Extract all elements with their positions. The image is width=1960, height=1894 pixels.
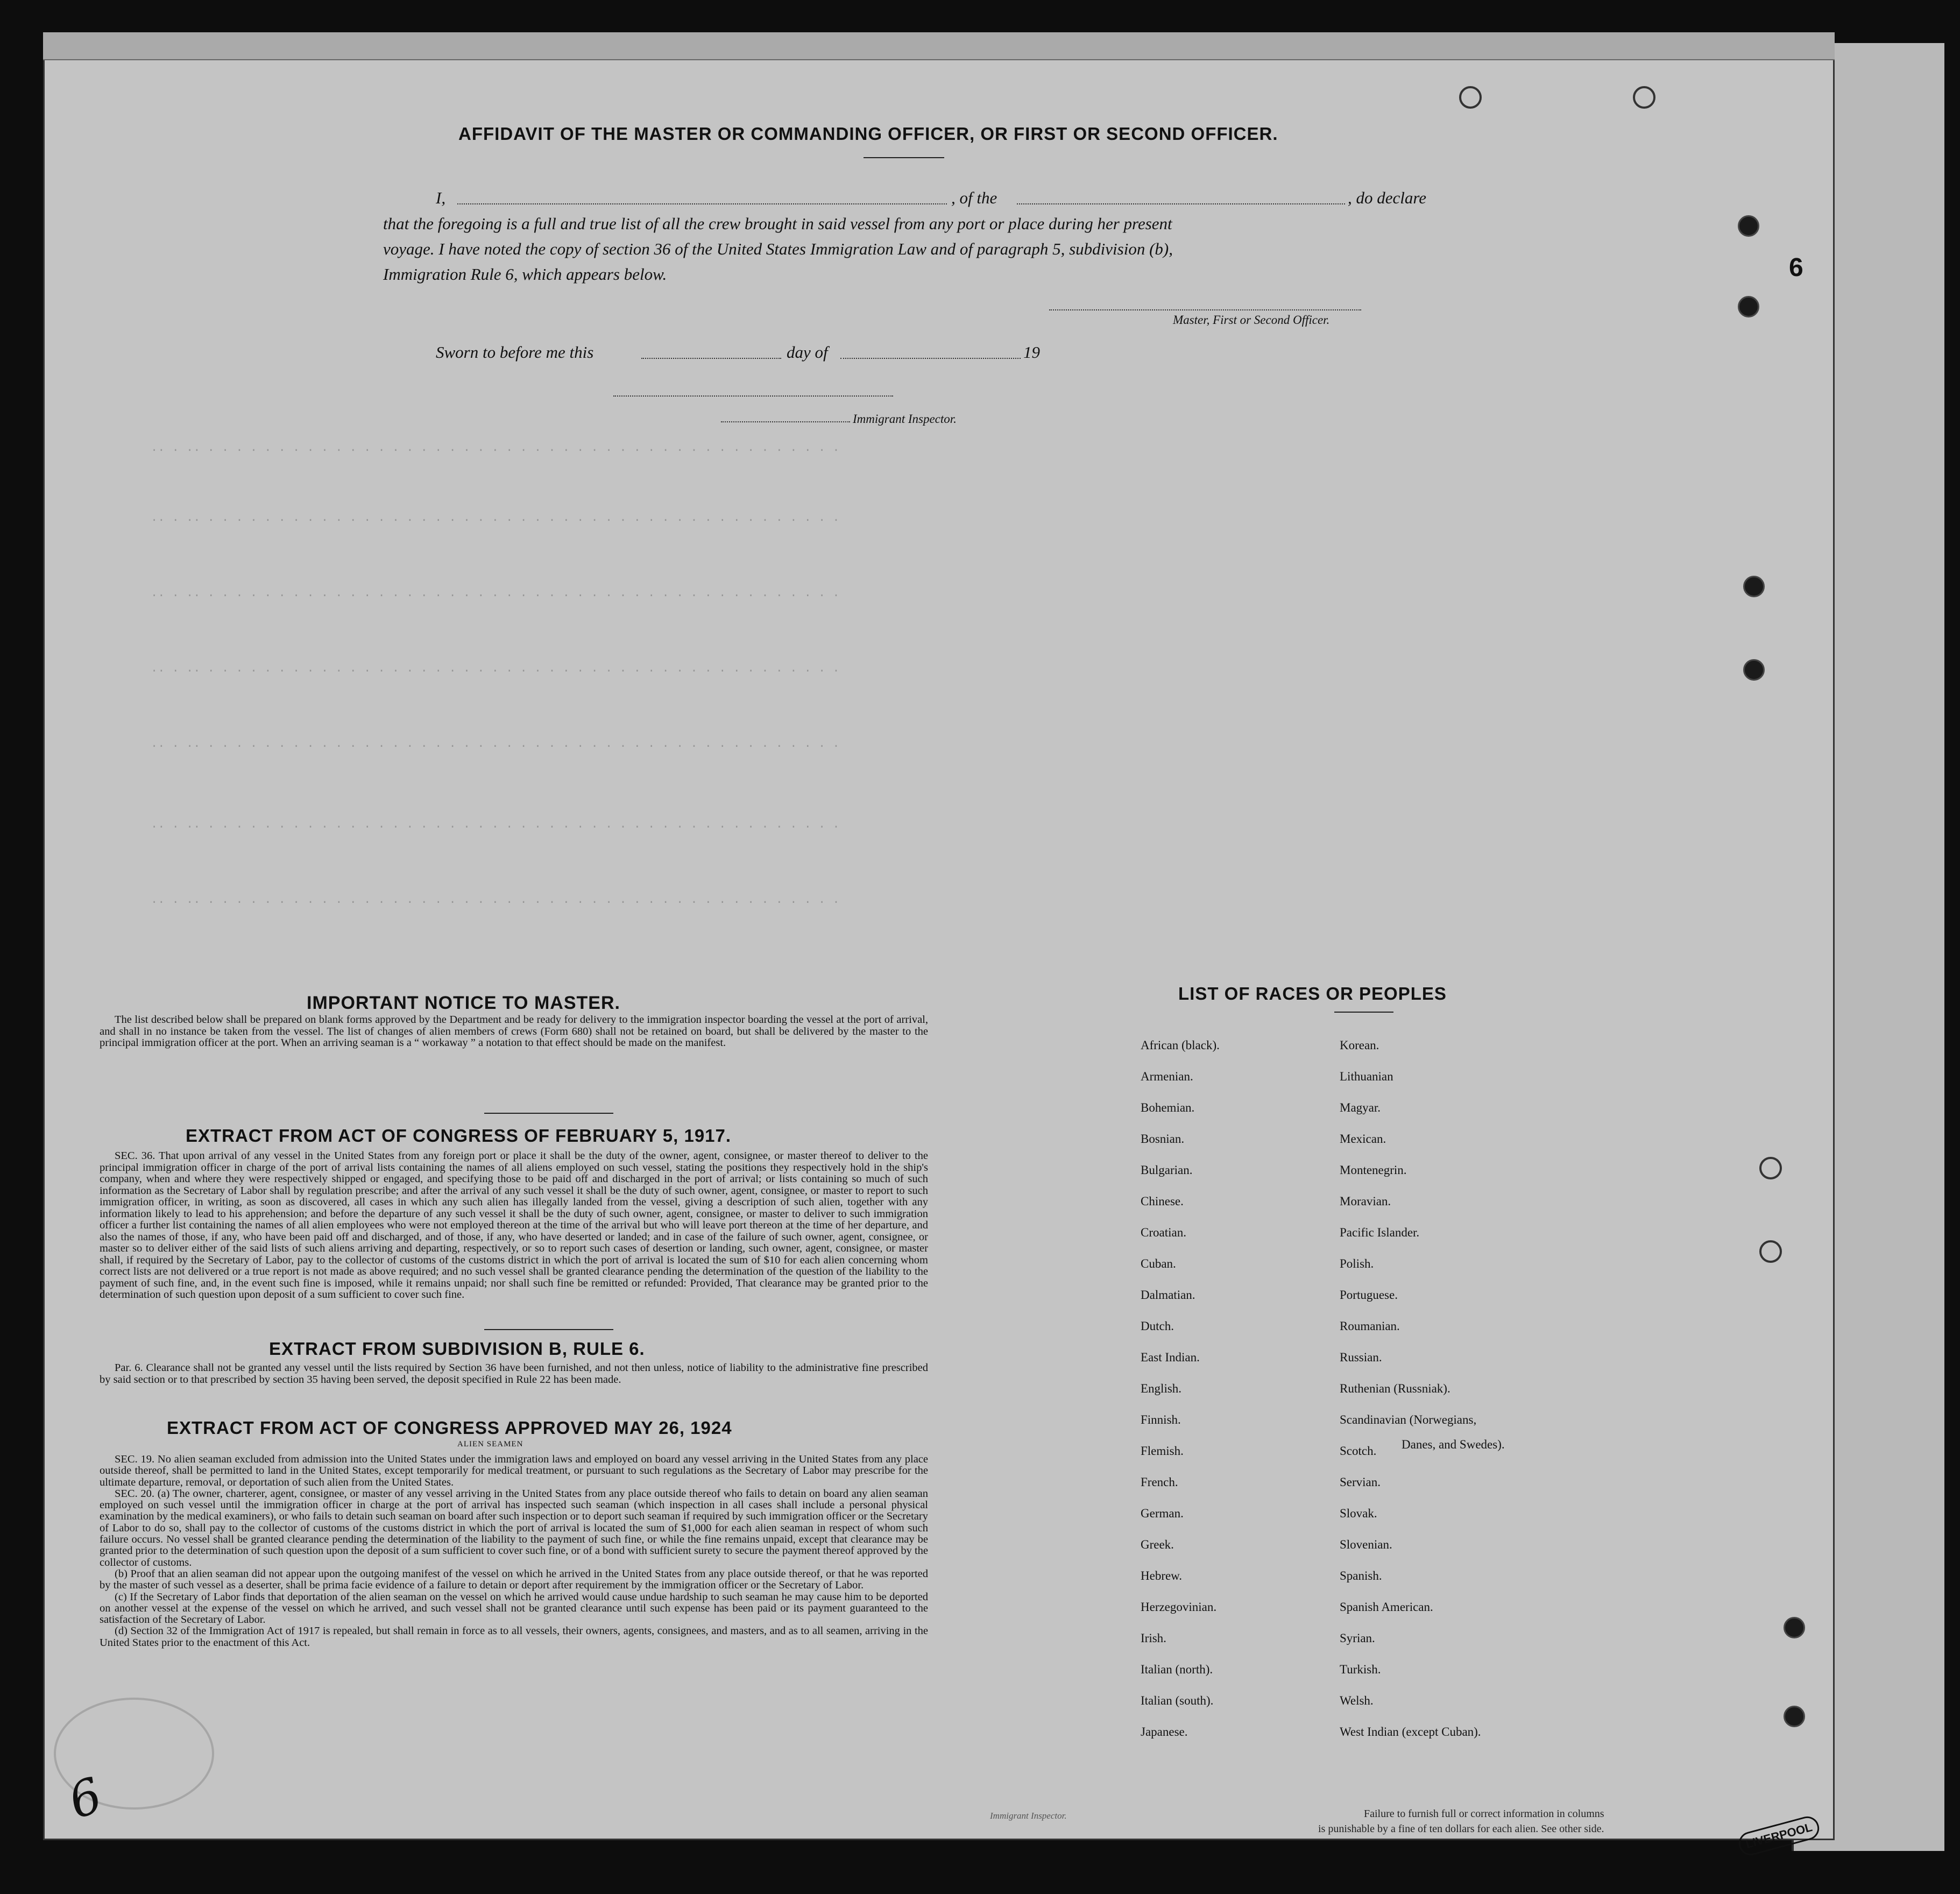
notice-divider — [484, 1113, 613, 1114]
bleed-through-marks: .. . .. . . . . . . . . . . . . . . . . . . . . . . . . . . . . . . . . . . . . . . . . . . . . . — [151, 586, 840, 600]
race-item: Bulgarian. — [1141, 1163, 1193, 1177]
extract-1917-title: EXTRACT FROM ACT OF CONGRESS OF FEBRUARY 5, 1917. — [186, 1126, 732, 1146]
race-scandinavian-continued: Danes, and Swedes). — [1402, 1438, 1505, 1451]
affidavit-declare: , do declare — [1348, 188, 1427, 207]
race-item: Syrian. — [1340, 1631, 1375, 1645]
punch-hole-icon — [1738, 215, 1759, 237]
sec20c-paragraph: (c) If the Secretary of Labor finds that deportation of the alien seaman on the vessel on which he arrived would cause undue hardship to such seaman he may cause him to be deported on another vessel at the expense of the vessel on which he arrived, and such vessel shall not be granted clearance until such expense has been paid or its payment guaranteed to the satisfaction of the Secretary of Labor. — [100, 1591, 928, 1626]
bottom-inspector-caption: Immigrant Inspector. — [990, 1811, 1067, 1821]
race-item: Slovak. — [1340, 1507, 1377, 1520]
bleed-through-marks: .. . .. . . . . . . . . . . . . . . . . . . . . . . . . . . . . . . . . . . . . . . . . . . . . . — [151, 893, 840, 907]
race-item: Pacific Islander. — [1340, 1226, 1420, 1239]
affidavit-vessel-line — [1017, 203, 1345, 204]
sec20a-paragraph: SEC. 20. (a) The owner, charterer, agent, consignee, or master of any vessel arriving in the United States from any place outside thereof who fails to detain on board any alien seaman employed on such vessel until the immigration officer in charge at the port of arrival has inspected such seaman (which inspection in all cases shall include a personal physical examination by the medical examiners), or who fails to detain such seaman on board after such inspection or to deport such seaman if required by such immigration officer or the Secretary of Labor to do so, shall pay to the collector of customs of the customs district in which the port of arrival is located the sum of $1,000 for each alien seaman in respect of whom such failure occurs. No vessel shall be granted clearance pending the determination of the liability to the payment of such fine, or while the fine remains unpaid, except that clearance may be granted prior to the determination of such question upon the deposit of a sum sufficient to cover such fine, or of a bond with sufficient surety to secure the payment thereof approved by the collector of customs. — [100, 1487, 928, 1568]
extract-1924-title: EXTRACT FROM ACT OF CONGRESS APPROVED MAY 26, 1924 — [167, 1418, 732, 1438]
affidavit-line-2: that the foregoing is a full and true list of all the crew brought in said vessel from any port or place during her present — [383, 214, 1172, 233]
extract-rule6-title: EXTRACT FROM SUBDIVISION B, RULE 6. — [269, 1339, 645, 1359]
race-item: Slovenian. — [1340, 1538, 1392, 1551]
race-item: Turkish. — [1340, 1663, 1381, 1676]
race-item: Ruthenian (Russniak). — [1340, 1382, 1450, 1395]
sworn-year: 19 — [1023, 343, 1040, 362]
bleed-through-marks: .. . .. . . . . . . . . . . . . . . . . . . . . . . . . . . . . . . . . . . . . . . . . . . . . . — [151, 511, 840, 525]
races-title-rule — [1334, 1012, 1393, 1013]
race-item: Scandinavian (Norwegians, — [1340, 1413, 1477, 1426]
notice-text — [100, 1014, 928, 1049]
affidavit-of-the: , of the — [951, 188, 997, 207]
race-item: Dutch. — [1141, 1319, 1174, 1333]
master-caption: Master, First or Second Officer. — [1173, 313, 1330, 327]
sec20b-paragraph: (b) Proof that an alien seaman did not appear upon the outgoing manifest of the vessel on which he arrived in the United States from any place outside thereof, or that he was reported by the master of such vessel as a deserter, shall be prima facie evidence of a failure to detain or deport after requirement by the immigration officer or the Secretary of Labor. — [100, 1567, 928, 1592]
bleed-through-marks: .. . .. . . . . . . . . . . . . . . . . . . . . . . . . . . . . . . . . . . . . . . . . . . . . . — [151, 662, 840, 675]
rule6-paragraph: Par. 6. Clearance shall not be granted any vessel until the lists required by Section 36 have been furnished, and not then unless, notice of liability to the administrative fine prescribed by said section or to that prescribed by section 35 having been served, the deposit specified in Rule 22 has been made. — [100, 1362, 928, 1386]
punch-hole-icon — [1633, 86, 1655, 109]
punch-hole-icon — [1459, 86, 1482, 109]
extract-1917-text — [100, 1150, 928, 1301]
race-item: Polish. — [1340, 1257, 1374, 1270]
punch-hole-icon — [1743, 576, 1765, 597]
race-item: Servian. — [1340, 1475, 1381, 1489]
race-item: Bosnian. — [1141, 1132, 1185, 1146]
inspector-caption: Immigrant Inspector. — [853, 412, 957, 426]
notice-paragraph: The list described below shall be prepared on blank forms approved by the Department and be ready for delivery to the immigration inspector boarding the vessel at the port of arrival, and shall in no instance be taken from the vessel. The list of changes of alien members of crews (Form 680) shall not be retained on board, but shall be delivered by the master to the principal immigration officer at the port. When an arriving seaman is a “ workaway ” a notation to that effect should be made on the manifest. — [100, 1014, 928, 1049]
race-item: Greek. — [1141, 1538, 1174, 1551]
race-item: African (black). — [1141, 1038, 1220, 1052]
inspector-signature-line — [613, 395, 893, 397]
race-item: English. — [1141, 1382, 1182, 1395]
handwritten-page-mark: 6 — [61, 1766, 110, 1831]
race-item: Cuban. — [1141, 1257, 1176, 1270]
race-item: Spanish. — [1340, 1569, 1382, 1582]
sworn-month-line — [840, 358, 1021, 359]
race-item: Montenegrin. — [1340, 1163, 1407, 1177]
sec20d-paragraph: (d) Section 32 of the Immigration Act of 1917 is repealed, but shall remain in force as to all vessels, their owners, agents, consignees, and masters, and as to all seamen, arriving in the United States prior to the enactment of this Act. — [100, 1625, 928, 1649]
extract-rule6-text — [100, 1362, 928, 1386]
extract-1924-subtitle: ALIEN SEAMEN — [457, 1440, 523, 1448]
underlying-page-number: 6 — [1789, 253, 1803, 282]
race-item: Roumanian. — [1340, 1319, 1400, 1333]
inspector-signature-line-2 — [721, 421, 850, 422]
race-item: Italian (north). — [1141, 1663, 1213, 1676]
bottom-note-2: is punishable by a fine of ten dollars for each alien. See other side. — [1318, 1823, 1604, 1835]
top-binding-strip — [43, 32, 1835, 60]
master-signature-line — [1049, 309, 1361, 310]
extract-1917-divider — [484, 1329, 613, 1330]
race-item: Dalmatian. — [1141, 1288, 1195, 1302]
bleed-through-marks: .. . .. . . . . . . . . . . . . . . . . . . . . . . . . . . . . . . . . . . . . . . . . . . . . . — [151, 441, 840, 455]
race-item: Herzegovinian. — [1141, 1600, 1217, 1614]
affidavit-title-rule — [864, 157, 944, 158]
race-item: Finnish. — [1141, 1413, 1181, 1426]
section-36-paragraph: SEC. 36. That upon arrival of any vessel in the United States from any foreign port or place it shall be the duty of the owner, agent, consignee, or master thereof to deliver to the principal immigration officer in charge of the port of arrival lists containing the names of all aliens employed on such vessel, stating the positions they respectively hold in the ship's company, when and where they were respectively shipped or engaged, and specifying those to be paid off and discharged in the port of arrival; or lists containing so much of such information as the Secretary of Labor shall by regulation prescribe; and after the arrival of any such vessel it shall be the duty of such owner, agent, consignee, or master to report to such immigration officer, in writing, as soon as discovered, all cases in which any such alien has illegally landed from the vessel, giving a description of such alien, together with any information likely to lead to his apprehension; and before the departure of any such vessel it shall be the duty of such owner, agent, consignee, or master to deliver to such immigration officer a further list containing the names of all alien employees who were not employed thereon at the time of the arrival but who will leave port thereon at the time of her departure, and also the names of those, if any, who have been paid off and discharged, and of those, if any, who have deserted or landed; and in case of the failure of such owner, agent, consignee, or master so to deliver either of the said lists of such aliens arriving and departing, respectively, or so to report such cases of desertion or landing, such owner, agent, consignee, or master shall, if required by the Secretary of Labor, pay to the collector of customs of the customs district in which the port of arrival is located the sum of $10 for each alien concerning whom correct lists are not delivered or a true report is not made as above required; and no such vessel shall be granted clearance pending the determination of the question of the liability to the payment of such fine, and, in the event such fine is imposed, while it remains unpaid; nor shall such fine be remitted or refunded: Provided, That clearance may be granted prior to the determination of such question upon deposit of a sum sufficient to cover such fine. — [100, 1150, 928, 1301]
extract-1924-text — [100, 1454, 928, 1649]
affidavit-line-4: Immigration Rule 6, which appears below. — [383, 265, 667, 284]
race-item: Mexican. — [1340, 1132, 1386, 1146]
race-item: German. — [1141, 1507, 1184, 1520]
document-sheet — [43, 32, 1835, 1851]
race-item: Scotch. — [1340, 1444, 1377, 1458]
race-item: Japanese. — [1141, 1725, 1188, 1738]
punch-hole-icon — [1738, 296, 1759, 317]
liverpool-stamp: LIVERPOOL — [1736, 1814, 1822, 1858]
race-item: West Indian (except Cuban). — [1340, 1725, 1481, 1738]
affidavit-i: I, — [436, 188, 446, 207]
races-title: LIST OF RACES OR PEOPLES — [1178, 984, 1447, 1003]
race-item: Spanish American. — [1340, 1600, 1433, 1614]
punch-hole-icon — [1784, 1706, 1805, 1727]
bottom-note-1: Failure to furnish full or correct information in columns — [1364, 1808, 1604, 1820]
punch-hole-icon — [1759, 1157, 1782, 1179]
sworn-text: Sworn to before me this — [436, 343, 594, 362]
race-item: Croatian. — [1141, 1226, 1186, 1239]
affidavit-title: AFFIDAVIT OF THE MASTER OR COMMANDING OFFICER, OR FIRST OR SECOND OFFICER. — [458, 124, 1278, 144]
race-item: Armenian. — [1141, 1070, 1193, 1083]
punch-hole-icon — [1759, 1240, 1782, 1263]
race-item: Lithuanian — [1340, 1070, 1393, 1083]
race-item: French. — [1141, 1475, 1178, 1489]
bleed-through-marks: .. . .. . . . . . . . . . . . . . . . . . . . . . . . . . . . . . . . . . . . . . . . . . . . . . — [151, 737, 840, 751]
race-item: East Indian. — [1141, 1351, 1200, 1364]
race-item: Bohemian. — [1141, 1101, 1195, 1114]
race-item: Hebrew. — [1141, 1569, 1183, 1582]
race-item: Magyar. — [1340, 1101, 1381, 1114]
race-item: Portuguese. — [1340, 1288, 1398, 1302]
race-item: Korean. — [1340, 1038, 1379, 1052]
punch-hole-icon — [1784, 1617, 1805, 1638]
race-item: Flemish. — [1141, 1444, 1184, 1458]
notice-title: IMPORTANT NOTICE TO MASTER. — [307, 993, 620, 1013]
race-item: Irish. — [1141, 1631, 1166, 1645]
affidavit-name-line — [457, 203, 947, 204]
bleed-through-marks: .. . .. . . . . . . . . . . . . . . . . . . . . . . . . . . . . . . . . . . . . . . . . . . . . . — [151, 818, 840, 831]
race-item: Moravian. — [1340, 1195, 1391, 1208]
race-item: Italian (south). — [1141, 1694, 1214, 1707]
sworn-day-line — [641, 358, 781, 359]
sworn-day-of: day of — [787, 343, 828, 362]
punch-hole-icon — [1743, 659, 1765, 681]
race-item: Chinese. — [1141, 1195, 1184, 1208]
sec19-paragraph: SEC. 19. No alien seaman excluded from admission into the United States under the immigration laws and employed on board any vessel arriving in the United States from any place outside thereof, shall be permitted to land in the United States, except temporarily for medical treatment, or pursuant to such regulations as the Secretary of Labor may prescribe for the ultimate departure, removal, or deportation of such alien from the United States. — [100, 1453, 928, 1488]
race-item: Welsh. — [1340, 1694, 1374, 1707]
race-item: Russian. — [1340, 1351, 1382, 1364]
affidavit-line-3: voyage. I have noted the copy of section 36 of the United States Immigration Law and of paragraph 5, subdivision (b), — [383, 239, 1173, 258]
